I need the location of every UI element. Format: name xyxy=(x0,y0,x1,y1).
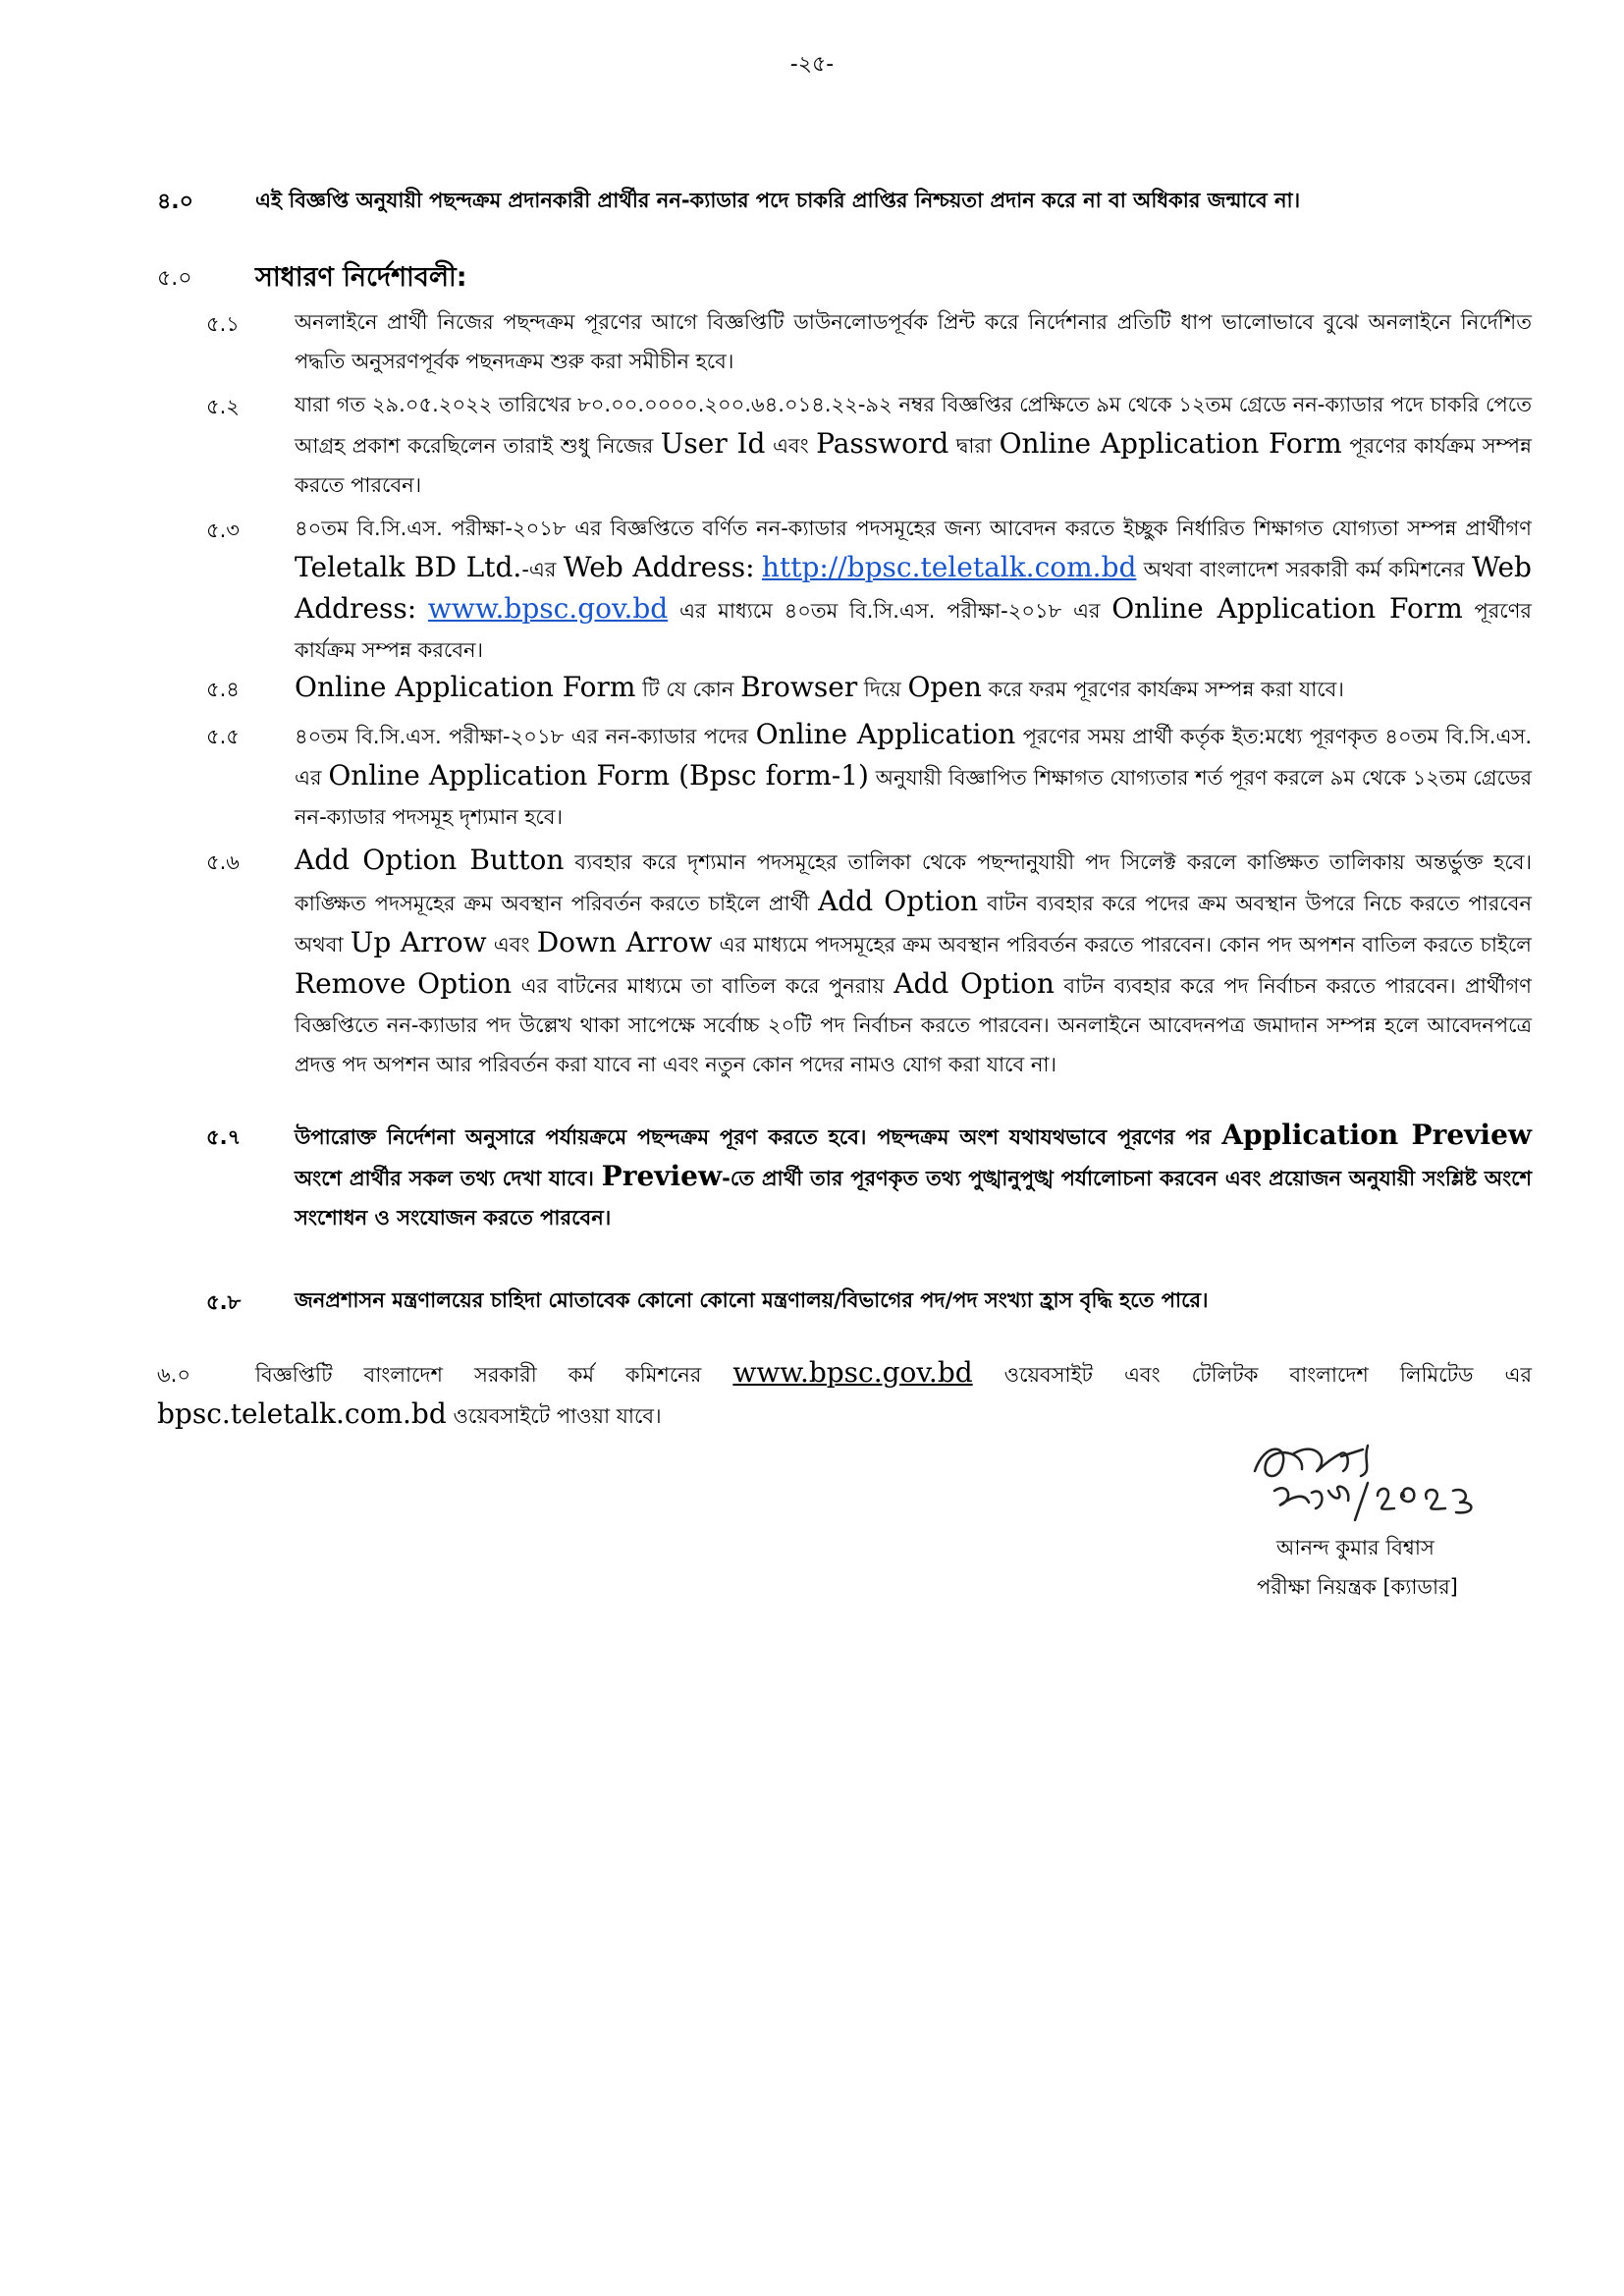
text-run: Up Arrow xyxy=(350,926,487,958)
item-text xyxy=(295,509,1532,670)
text-run: এর মাধ্যমে পদসমূহের ক্রম অবস্থান পরিবর্তন করতে পারবেন। কোন পদ অপশন বাতিল করতে চাইলে xyxy=(719,933,1532,957)
text-run: ওয়েবসাইটে পাওয়া যাবে। xyxy=(453,1404,662,1428)
text-run: Online Application Form xyxy=(295,671,636,703)
text-run: বাটন ব্যবহার করে পদের ক্রম অবস্থান উপরে নিচে করতে পারবেন অথবা xyxy=(295,892,1532,957)
text-run: Password xyxy=(816,427,949,460)
teletalk-link[interactable]: http://bpsc.teletalk.com.bd xyxy=(761,551,1137,583)
text-run: Application Preview xyxy=(1221,1119,1532,1151)
text-run: Web Address: xyxy=(295,551,1532,625)
page-number: -২৫- xyxy=(789,52,835,77)
item-text xyxy=(295,668,1532,709)
section-6-text xyxy=(157,1353,1532,1436)
text-run: ৪০তম বি.সি.এস. পরীক্ষা-২০১৮ এর বিজ্ঞপ্তিতে বর্ণিত নন-ক্যাডার পদসমূহের জন্য আবেদন করতে ইচ্ছুক নির্ধারিত শিক্ষাগত যোগ্যতা সম্পন্ন প্রার্থীগণ xyxy=(295,517,1532,540)
text-run: Online Application xyxy=(755,718,1016,750)
text-run: Browser xyxy=(740,671,858,703)
text-run: টি যে কোন xyxy=(642,678,734,701)
item-number: ৫.৭ xyxy=(206,1125,242,1149)
text-run: Online Application Form xyxy=(1111,592,1463,625)
text-run: বিজ্ঞপ্তিটি বাংলাদেশ সরকারী কর্ম কমিশনের xyxy=(255,1363,702,1387)
section-5-number: ৫.০ xyxy=(157,266,192,291)
text-run: অনুযায়ী বিজ্ঞাপিত শিক্ষাগত যোগ্যতার শর্ত পূরণ করলে ৯ম থেকে ১২তম গ্রেডের নন-ক্যাডার পদসমূহ দৃশ্যমান হবে। xyxy=(295,766,1532,829)
text-run: Down Arrow xyxy=(536,926,713,958)
item-text: জনপ্রশাসন মন্ত্রণালয়ের চাহিদা মোতাবেক কোনো কোনো মন্ত্রণালয়/বিভাগের পদ/পদ সংখ্যা হ্রাস বৃদ্ধি হতে পারে। xyxy=(295,1288,1209,1312)
bpsc-link[interactable]: www.bpsc.gov.bd xyxy=(427,592,669,625)
text-run: অথবা বাংলাদেশ সরকারী কর্ম কমিশনের xyxy=(1143,558,1465,581)
text-run: বাটন ব্যবহার করে পদ নির্বাচন করতে পারবেন। প্রার্থীগণ বিজ্ঞপ্তিতে নন-ক্যাডার পদ উল্লেখ থাকা সাপেক্ষে সর্বোচ্চ ২০টি পদ নির্বাচন করতে পারবেন। অনলাইনে আবেদনপত্র জমাদান সম্পন্ন হলে আবেদনপত্রে প্রদত্ত পদ অপশন আর পরিবর্তন করা যাবে না এবং নতুন কোন পদের নামও যোগ করা যাবে না। xyxy=(295,974,1532,1076)
text-run: -তে প্রার্থী তার পূরণকৃত তথ্য পুঙ্খানুপুঙ্খ পর্যালোচনা করবেন এবং প্রয়োজন অনুযায়ী সংশ্লিষ্ট অংশে সংশোধন ও সংযোজন করতে পারবেন। xyxy=(295,1167,1533,1230)
text-run: Open xyxy=(907,671,982,703)
text-run: পূরণের কার্যক্রম সম্পন্ন করতে পারবেন। xyxy=(295,434,1532,497)
item-number: ৫.৫ xyxy=(206,725,240,748)
text-run: ব্যবহার করে দৃশ্যমান পদসমূহের তালিকা থেকে পছন্দানুযায়ী পদ সিলেক্ট করলে কাঙ্ক্ষিত তালিকায় অন্তর্ভুক্ত হবে। কাঙ্ক্ষিত পদসমূহের ক্রম অবস্থান পরিবর্তন করতে চাইলে প্রার্থী xyxy=(295,850,1532,915)
text-run: Web Address: xyxy=(563,551,755,583)
handwritten-signature xyxy=(1235,1432,1530,1530)
text-run: যারা গত ২৯.০৫.২০২২ তারিখের ৮০.০০.০০০০.২০০.৬৪.০১৪.২২-৯২ নম্বর বিজ্ঞপ্তির প্রেক্ষিতে ৯ম থেকে ১২তম গ্রেডে নন-ক্যাডার পদে চাকরি পেতে আগ্রহ প্রকাশ করেছিলেন তারাই শুধু নিজের xyxy=(295,393,1532,458)
text-run: দ্বারা xyxy=(955,434,993,458)
text-run: পূরণের কার্যক্রম সম্পন্ন করবেন। xyxy=(295,599,1532,662)
item-text: অনলাইনে প্রার্থী নিজের পছন্দক্রম পূরণের আগে বিজ্ঞপ্তিটি ডাউনলোডপূর্বক প্রিন্ট করে নির্দেশনার প্রতিটি ধাপ ভালোভাবে বুঝে অনলাইনে নির্দেশিত পদ্ধতি অনুসরণপূর্বক পছনদক্রম শুরু করা সমীচীন হবে। xyxy=(295,310,1532,373)
section-5-heading: সাধারণ নির্দেশাবলী: xyxy=(255,262,467,293)
text-run: Add Option xyxy=(818,885,979,917)
text-run: -এর xyxy=(521,558,557,581)
text-run: Remove Option xyxy=(295,967,513,1000)
signatory-title: পরীক্ষা নিয়ন্ত্রক [ক্যাডার] xyxy=(1257,1575,1458,1599)
item-number: ৫.৬ xyxy=(206,850,240,874)
text-run: Online Application Form (Bpsc form-1) xyxy=(328,759,869,792)
text-run: করে ফরম পূরণের কার্যক্রম সম্পন্ন করা যাবে। xyxy=(988,678,1344,701)
text-run: Add Option Button xyxy=(295,844,565,876)
text-run: ৪০তম বি.সি.এস. পরীক্ষা-২০১৮ এর নন-ক্যাডার পদের xyxy=(295,725,749,748)
item-number: ৫.১ xyxy=(206,312,240,336)
item-text xyxy=(295,715,1532,837)
item-number: ৫.৩ xyxy=(206,519,240,542)
item-number: ৫.২ xyxy=(206,395,240,418)
item-text xyxy=(295,841,1532,1084)
text-run: পূরণের সময় প্রার্থী কর্তৃক ইত:মধ্যে পূরণকৃত ৪০তম বি.সি.এস. এর xyxy=(295,725,1532,790)
item-number: ৫.৮ xyxy=(206,1290,242,1314)
text-run: Add Option xyxy=(893,967,1055,1000)
signatory-name: আনন্দ কুমার বিশ্বাস xyxy=(1276,1536,1435,1559)
text-run: উপারোক্ত নির্দেশনা অনুসারে পর্যায়ক্রমে পছন্দক্রম পূরণ করতে হবে। পছন্দক্রম অংশ যথাযথভাবে পূরণের পর xyxy=(295,1125,1212,1149)
bpsc-website-text: www.bpsc.gov.bd xyxy=(732,1356,973,1389)
teletalk-website-text: bpsc.teletalk.com.bd xyxy=(157,1397,447,1430)
item-text xyxy=(295,385,1532,505)
text-run: দিয়ে xyxy=(863,678,901,701)
section-6 xyxy=(157,1353,1532,1436)
text-run: এবং xyxy=(772,434,809,458)
text-run: Online Application Form xyxy=(999,427,1342,460)
text-run: অংশে প্রার্থীর সকল তথ্য দেখা যাবে। xyxy=(295,1167,594,1190)
text-run: এর মাধ্যমে ৪০তম বি.সি.এস. পরীক্ষা-২০১৮ এর xyxy=(678,599,1101,623)
section-4-text: এই বিজ্ঞপ্তি অনুযায়ী পছন্দক্রম প্রদানকারী প্রার্থীর নন-ক্যাডার পদে চাকরি প্রাপ্তির নিশ্চয়তা প্রদান করে না বা অধিকার জন্মাবে না। xyxy=(255,189,1301,212)
item-text xyxy=(295,1116,1532,1237)
text-run: এবং xyxy=(493,933,530,957)
text-run: Preview xyxy=(601,1160,723,1192)
text-run: ওয়েবসাইট এবং টেলিটক বাংলাদেশ লিমিটেড এর xyxy=(1003,1363,1532,1387)
section-6-number: ৬.০ xyxy=(157,1363,190,1387)
text-run: এর বাটনের মাধ্যমে তা বাতিল করে পুনরায় xyxy=(520,974,885,998)
item-number: ৫.৪ xyxy=(206,678,240,701)
section-4-number: ৪.০ xyxy=(157,190,193,214)
text-run: User Id xyxy=(660,427,766,460)
text-run: Teletalk BD Ltd. xyxy=(295,551,522,583)
